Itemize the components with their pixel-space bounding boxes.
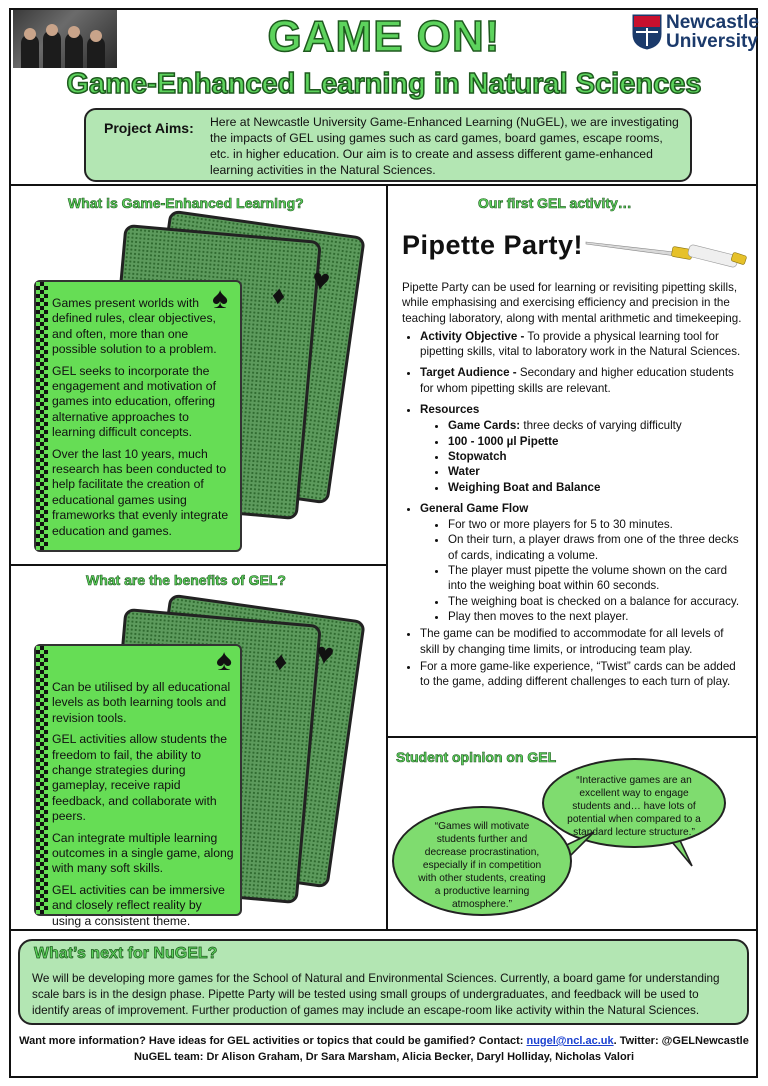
- card-text: [52, 680, 234, 935]
- target-audience: [420, 365, 746, 396]
- diamond-icon: ♦: [272, 645, 289, 677]
- benefit-paragraph: GEL activities allow students the freedom to fail, the ability to change strategies during gameplay, receive rapid feedback, and collaborate with peers.: [52, 732, 227, 824]
- objective-text: To provide a physical learning tool for pipetting skills, vital to laboratory work in the Natural Sciences.: [420, 329, 741, 359]
- activity-objective: [420, 329, 746, 360]
- twist-cards: • For a more game-like experience, “Twist” cards can be added to the game, adding different challenges to each turn of play.: [420, 659, 746, 690]
- project-aims-box: [84, 108, 692, 182]
- quote-line: atmosphere.”: [451, 899, 513, 910]
- card-what-is-gel: [34, 280, 242, 552]
- quote-line: a productive learning: [434, 886, 530, 897]
- whats-next-text: We will be developing more games for the School of Natural and Environmental Sciences. Currently, a board game for understanding scale bars is in the design phase. Pipette Party will be tested using small groups of undergraduates, and feedback will be used to identify areas of improvement. Further production of games may include an escape-room like activity within the Natural Sciences.: [32, 972, 720, 1017]
- resources-list: [420, 418, 746, 494]
- benefits-heading: What are the benefits of GEL?: [86, 572, 286, 588]
- resource-pipette: 100 - 1000 µl Pipette: [448, 434, 559, 448]
- spade-icon: ♠: [216, 644, 232, 677]
- student-opinion-heading: Student opinion on GEL: [396, 749, 557, 765]
- activity-details: [402, 280, 746, 695]
- resource-weighing-boat: Weighing Boat and Balance: [448, 480, 601, 494]
- quote-line: “Interactive games are an: [576, 775, 692, 786]
- what-is-gel-heading: What is Game-Enhanced Learning?: [68, 195, 304, 211]
- heart-icon: ♥: [309, 262, 333, 299]
- project-aims-text: Here at Newcastle University Game-Enhanced Learning (NuGEL), we are investigating the impacts of GEL using games such as card games, board games, escape rooms, etc. in higher education. Our aim is to create and assess different game-enhanced learning activities in the Natural Sciences.: [210, 115, 679, 177]
- game-flow: [420, 501, 746, 624]
- whats-next-heading: What’s next for NuGEL?: [34, 945, 218, 962]
- game-flow-label: General Game Flow: [420, 501, 529, 515]
- divider-right-middle: [387, 736, 756, 738]
- poster-subtitle: Game-Enhanced Learning in Natural Sciences: [66, 68, 702, 100]
- card-text: [52, 296, 234, 545]
- game-cards-text: three decks of varying difficulty: [520, 419, 682, 433]
- audience-label: Target Audience -: [420, 366, 517, 380]
- project-aims-label: Project Aims:: [104, 120, 194, 136]
- quote-line: potential when compared to a: [567, 814, 701, 825]
- logo-text-2: University: [666, 31, 758, 52]
- twitter-handle: . Twitter: @GELNewcastle: [613, 1035, 749, 1047]
- quote-line: students further and: [436, 834, 528, 845]
- audience-text: Secondary and higher education students for whom pipetting skills are relevant.: [420, 366, 734, 395]
- card-checker-strip: [36, 646, 48, 914]
- benefit-paragraph: Can be utilised by all educational levels as both learning tools and revision tools.: [52, 680, 231, 725]
- pipette-icon: [584, 230, 754, 270]
- resource-water: Water: [448, 465, 480, 479]
- quote-line: students and… have lots of: [572, 801, 696, 812]
- resource-item: [448, 434, 746, 449]
- quote-line: especially if in competition: [422, 860, 542, 871]
- quote-bubble-left: [392, 806, 572, 916]
- poster-title: GAME ON!: [267, 12, 501, 61]
- flow-step: • The player must pipette the volume shown on the card into the weighing boat within 60 seconds.: [448, 563, 746, 594]
- whats-next-box: [18, 939, 749, 1025]
- resource-item: [448, 449, 746, 464]
- divider-left-middle: [11, 564, 387, 566]
- game-cards-label: Game Cards:: [448, 419, 521, 433]
- team-line: NuGEL team: Dr Alison Graham, Dr Sara Marsham, Alicia Becker, Daryl Holliday, Nicholas Valori: [133, 1051, 635, 1063]
- divider-vertical: [386, 186, 388, 930]
- activity-intro: Pipette Party can be used for learning or revisiting pipetting skills, while emphasising and exercising efficiency and precision in the teaching laboratory, along with mental arithmetic and timekeeping.: [402, 281, 742, 325]
- benefit-paragraph: GEL activities can be immersive and closely reflect reality by using a consistent theme.: [52, 882, 225, 928]
- quote-line: decrease procrastination,: [424, 847, 540, 858]
- flow-step: • Play then moves to the next player.: [448, 609, 746, 624]
- resource-item: [448, 480, 746, 495]
- resource-item: [448, 418, 746, 433]
- logo-text-1: Newcastle: [666, 12, 759, 33]
- pipette-party-title: Pipette Party!: [402, 230, 584, 260]
- what-is-paragraph: Games present worlds with defined rules, clear objectives, and often, more than one possible solution to a problem.: [52, 296, 217, 357]
- contact-prefix: Want more information? Have ideas for GEL activities or topics that could be gamified? Contact:: [19, 1035, 527, 1047]
- flow-step: • The weighing boat is checked on a balance for accuracy.: [448, 594, 746, 609]
- first-activity-heading: Our first GEL activity…: [478, 195, 632, 211]
- quote-line: “Games will motivate: [434, 821, 530, 832]
- spade-icon: ♠: [212, 282, 228, 315]
- what-is-paragraph: Over the last 10 years, much research has been conducted to help facilitate the creation of educational games using frameworks that evenly integrate education and games.: [52, 446, 229, 538]
- objective-label: Activity Objective -: [420, 329, 525, 343]
- resources: [420, 402, 746, 495]
- contact-line: [0, 1035, 768, 1047]
- quote-line: excellent way to engage: [579, 788, 689, 799]
- resource-item: [448, 464, 746, 479]
- heart-icon: ♥: [313, 636, 337, 673]
- game-modification: • The game can be modified to accommodate for all levels of skill by changing time limits, or introducing team play.: [420, 626, 746, 657]
- what-is-paragraph: GEL seeks to incorporate the engagement and motivation of games into education, offering alternative approaches to learning difficult concepts.: [52, 363, 216, 440]
- resource-stopwatch: Stopwatch: [448, 449, 507, 463]
- flow-step: • On their turn, a player draws from one of the three decks of cards, indicating a volume.: [448, 532, 746, 563]
- activity-list: [402, 329, 746, 690]
- resources-label: Resources: [420, 403, 480, 417]
- diamond-icon: ♦: [270, 279, 287, 311]
- flow-step: • For two or more players for 5 to 30 minutes.: [448, 517, 746, 532]
- divider-top: [11, 184, 756, 186]
- quote-line: with other students, creating: [418, 873, 546, 884]
- card-checker-strip: [36, 282, 48, 550]
- benefit-paragraph: Can integrate multiple learning outcomes in a single game, along with many soft skills.: [52, 830, 234, 876]
- game-flow-list: [420, 517, 746, 624]
- card-benefits: [34, 644, 242, 928]
- quote-line: standard lecture structure.”: [573, 827, 695, 838]
- email-link[interactable]: nugel@ncl.ac.uk: [526, 1035, 614, 1047]
